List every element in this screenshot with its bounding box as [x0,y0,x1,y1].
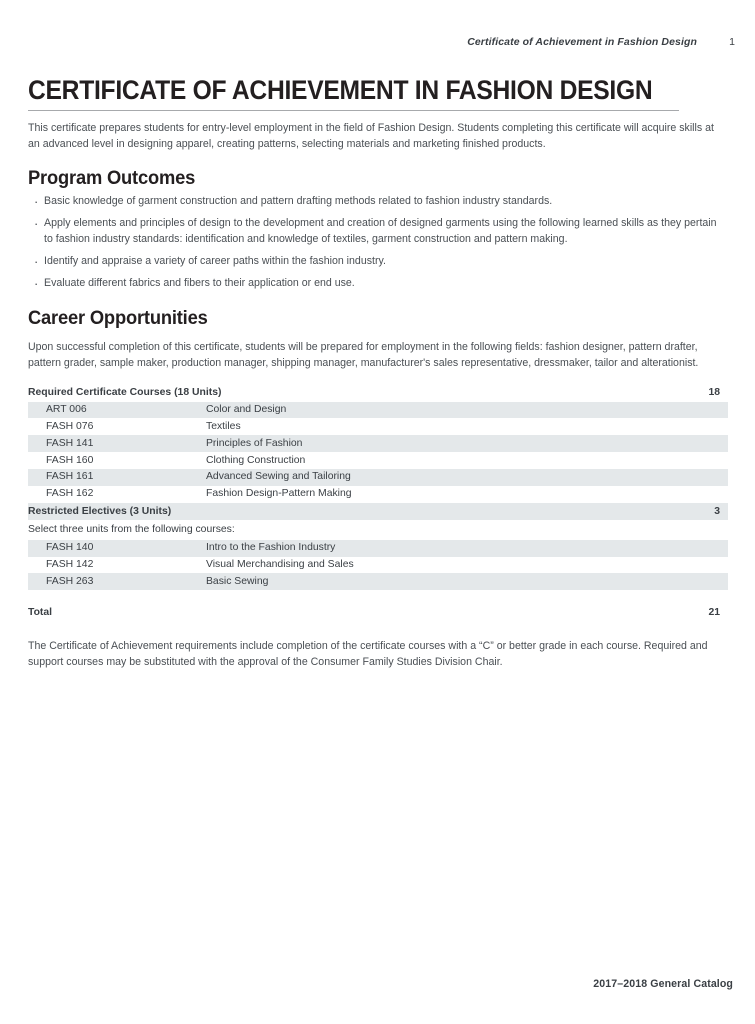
course-code: FASH 142 [46,559,94,571]
page-footer [20,978,733,990]
course-code: FASH 161 [46,471,94,483]
footer-catalog-label: 2017–2018 General Catalog [593,978,733,990]
electives-note: Select three units from the following courses: [28,524,235,536]
program-outcomes-list [28,194,728,291]
page-number: 1 [729,36,735,48]
list-item: · Apply elements and principles of design to the development and creation of designed garments using the following learned skills as they pertain to fashion industry standards: identification and knowledge of textiles, garment construction and pattern making. [28,216,728,248]
course-code: ART 006 [46,404,87,416]
course-code: FASH 076 [46,420,94,432]
course-title: Basic Sewing [206,576,269,588]
group-label: Required Certificate Courses (18 Units) [28,386,222,398]
list-item: · Identify and appraise a variety of career paths within the fashion industry. [28,254,728,270]
table-total-row [28,604,728,622]
group-label: Restricted Electives (3 Units) [28,505,172,517]
closing-paragraph: The Certificate of Achievement requirements include completion of the certificate courses with a “C” or better grade in each course. Required and support courses may be substituted with the approval of the Consumer Family Studies Division Chair. [28,639,708,669]
course-title: Intro to the Fashion Industry [206,542,336,554]
course-code: FASH 160 [46,454,94,466]
group-units: 18 [708,386,720,398]
section-heading-career-opportunities: Career Opportunities [28,306,208,329]
course-code: FASH 140 [46,542,94,554]
table-group-header-electives [28,503,728,521]
table-row [28,402,728,419]
page-content [28,76,728,670]
total-label: Total [28,607,53,619]
course-code: FASH 263 [46,576,94,588]
table-row [28,469,728,486]
list-item: · Basic knowledge of garment construction and pattern drafting methods related to fashion industry standards. [28,194,728,210]
course-title: Clothing Construction [206,454,306,466]
table-row [28,435,728,452]
table-row [28,573,728,590]
table-group-header-required [28,384,728,402]
running-header [20,36,735,48]
group-units: 3 [714,505,720,517]
table-row [28,557,728,574]
electives-note-row [28,520,728,540]
section-heading-program-outcomes: Program Outcomes [28,167,196,190]
intro-paragraph: This certificate prepares students for entry-level employment in the field of Fashion Design. Students completing this certificate will acquire skills at an advanced level in designing apparel, creating patterns, selecting materials and marketing finished products. [28,122,714,151]
course-title: Principles of Fashion [206,437,303,449]
page-title: CERTIFICATE OF ACHIEVEMENT IN FASHION DESIGN [28,76,679,111]
table-row [28,540,728,557]
running-header-title: Certificate of Achievement in Fashion Design [467,36,697,48]
total-units: 21 [708,607,720,619]
table-row [28,486,728,503]
course-title: Fashion Design-Pattern Making [206,488,352,500]
course-title: Color and Design [206,404,287,416]
course-title: Textiles [206,420,241,432]
table-row [28,418,728,435]
course-title: Advanced Sewing and Tailoring [206,471,351,483]
list-item: · Evaluate different fabrics and fibers to their application or end use. [28,276,728,292]
table-row [28,452,728,469]
course-title: Visual Merchandising and Sales [206,559,354,571]
career-opportunities-paragraph: Upon successful completion of this certificate, students will be prepared for employment in the following fields: fashion designer, pattern drafter, pattern grader, sample maker, production manager, shipping manager, manufacturer's sales representative, dressmaker, tailor and alterationist. [28,340,699,369]
course-code: FASH 141 [46,437,94,449]
course-requirements-table [28,384,728,622]
course-code: FASH 162 [46,488,94,500]
